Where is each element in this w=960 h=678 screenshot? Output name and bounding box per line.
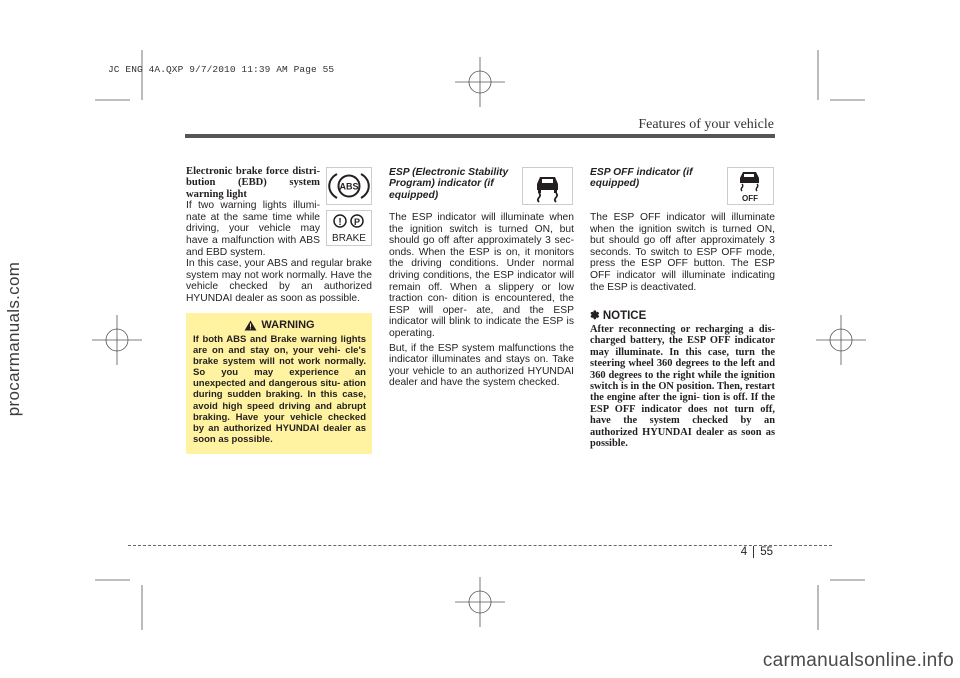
footer-dashed-rule (128, 545, 832, 546)
brake-icon-label: BRAKE (332, 233, 366, 244)
esp-off-icon (727, 167, 774, 205)
warning-box (186, 313, 372, 454)
warning-title: WARNING (261, 319, 315, 331)
registration-target-bottom (455, 577, 505, 627)
column-1-continued (186, 258, 372, 307)
esp-paragraph-2: But, if the ESP system malfunctions the indicator illuminates and stays on. Take your vehicle to an authorized HYUNDAI dealer and have the system checked. (389, 342, 574, 389)
brake-warning-icon (326, 210, 372, 246)
brake-icon-p: P (353, 217, 361, 227)
page-number-value: 55 (760, 546, 773, 558)
watermark-left (3, 0, 25, 678)
warning-text: If both ABS and Brake warning lights are on and stay on, your vehi- cle's brake system will not work normally. So you may experience an unexpected and dangerous situ- ation during sudden braking. In this case, avoid high speed driving and abrupt braking. Have your vehicle checked by an authorized HYUNDAI dealer as soon as possible. (193, 334, 366, 445)
esp-heading: ESP (Electronic Stability Program) indicator (if equipped) (389, 167, 509, 201)
registration-target-right (816, 315, 866, 365)
abs-icon-label: ABS (339, 181, 359, 192)
notice-text: After reconnecting or recharging a dis- charged battery, the ESP OFF indicator may illuminate. In this case, turn the steering wheel 360 degrees to the left and 360 degrees to the right while the ignition switch is in the ON position. Then, restart the engine after the igni- tion is off. If the ESP OFF indicator does not turn off, have the system checked by an authorized HYUNDAI dealer as soon as possible. (590, 324, 775, 450)
warning-title-row (193, 319, 366, 331)
column-3 (590, 212, 775, 296)
page-number-separator (753, 546, 754, 558)
esp-skid-car-icon (522, 167, 573, 205)
print-slug: JC ENG 4A.QXP 9/7/2010 11:39 AM Page 55 (108, 64, 335, 75)
watermark-left-text: procarmanuals.com (4, 261, 23, 417)
esp-off-icon-label: OFF (742, 194, 758, 203)
warning-triangle-icon (244, 320, 257, 331)
header-rule (185, 134, 775, 138)
registration-target-top (455, 57, 505, 107)
column-1 (186, 166, 320, 261)
abs-warning-icon (326, 167, 372, 205)
notice-title: ✽ NOTICE (590, 310, 647, 322)
notice-section (590, 308, 775, 449)
ebd-paragraph-1: If two warning lights illumi- nate at the same time while driving, your vehicle may have a malfunction with ABS and EBD system. (186, 200, 320, 258)
chapter-number: 4 (740, 546, 748, 558)
watermark-bottom: carmanualsonline.info (762, 650, 954, 671)
esp-off-heading: ESP OFF indicator (if equipped) (590, 167, 693, 190)
page-number (741, 546, 773, 558)
esp-paragraph-1: The ESP indicator will illuminate when the ignition switch is turned ON, but should go off after approximately 3 sec- onds. When the ESP is on, it monitors the driving conditions. Under normal driving conditions, the ESP indicator will remain off. When a slippery or low traction con- dition is encountered, the ESP will oper- ate, and the ESP indicator will blink to indicate the ESP is operating. (389, 212, 574, 339)
esp-off-paragraph-1: The ESP OFF indicator will illuminate when the ignition switch is turned ON, but should go off after approximately 3 seconds. To switch to ESP OFF mode, press the ESP OFF button. The ESP OFF indicator will illuminate indicating the ESP is deactivated. (590, 212, 775, 293)
svg-text:!: ! (338, 217, 342, 228)
registration-target-left (92, 315, 142, 365)
page-header-title: Features of your vehicle (638, 117, 774, 132)
ebd-paragraph-2: In this case, your ABS and regular brake system may not work normally. Have the vehicle checked by an authorized HYUNDAI dealer as soon as possible. (186, 258, 372, 304)
ebd-heading: Electronic brake force distri- bution (EBD) system warning light (186, 166, 320, 200)
column-2 (389, 212, 574, 392)
